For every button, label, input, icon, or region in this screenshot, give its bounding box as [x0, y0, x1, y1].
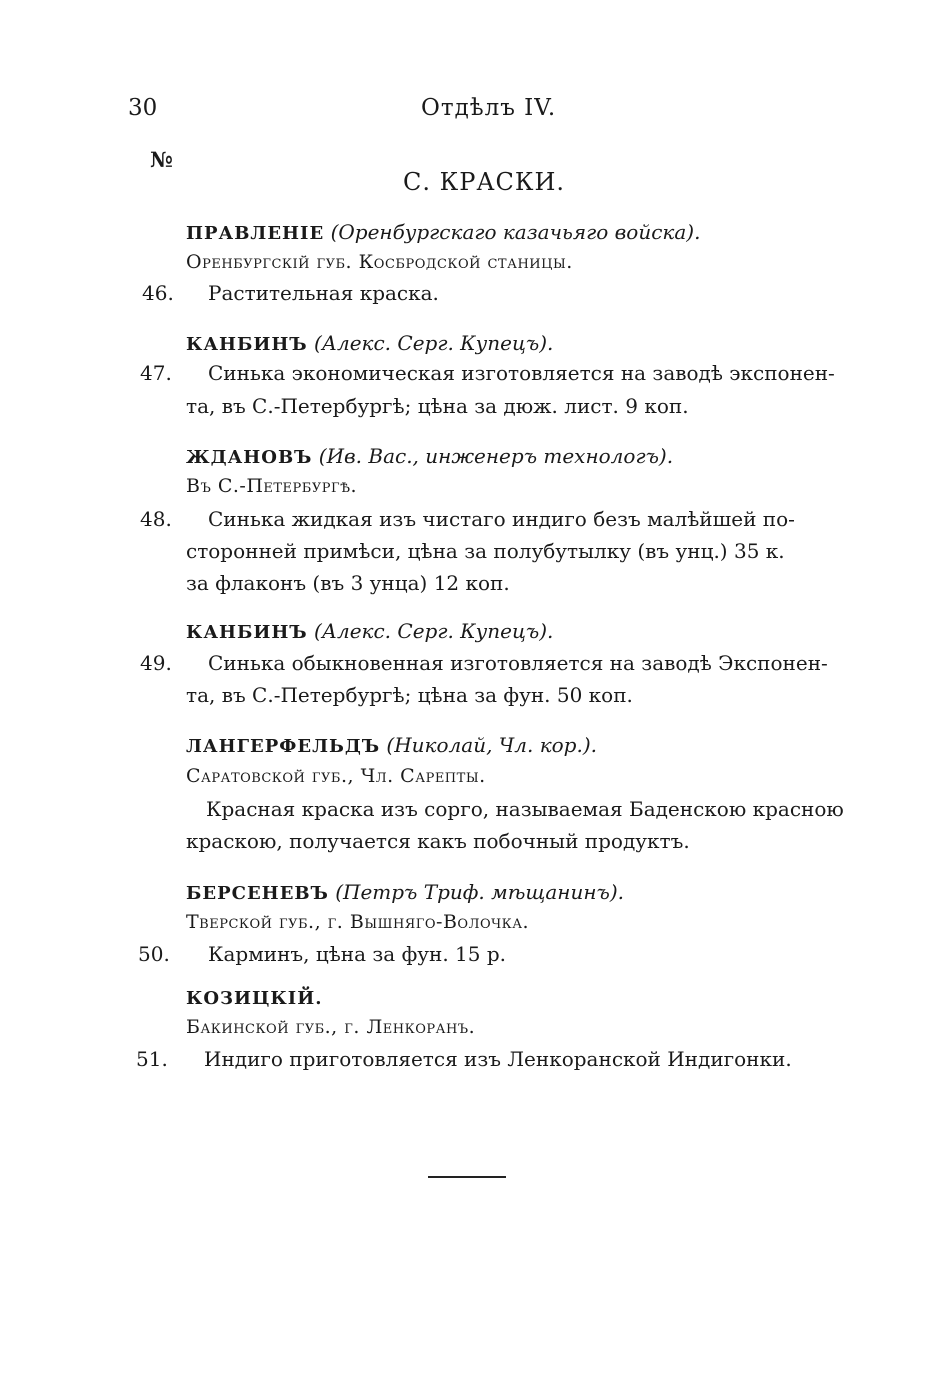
exhibitor-line [186, 880, 624, 904]
item-number: 46. [142, 281, 174, 305]
item-text: та, въ С.-Петербургѣ; цѣна за фун. 50 коп. [186, 683, 633, 707]
exhibitor-note: (Алекс. Серг. Купецъ). [314, 619, 554, 643]
item-text: Карминъ, цѣна за фун. 15 р. [208, 942, 507, 966]
number-sign: № [150, 147, 173, 172]
location: Оренбургскій губ. Косбродской станицы. [186, 251, 573, 273]
location: Тверской губ., г. Вышняго-Волочка. [186, 911, 530, 933]
exhibitor-name: ЖДАНОВЪ [186, 447, 313, 468]
item-text: Индиго приготовляется изъ Ленкоранской Индигонки. [204, 1047, 792, 1071]
item-text: Синька обыкновенная изготовляется на заводѣ Экспонен- [208, 651, 828, 675]
item-number: 51. [136, 1047, 168, 1071]
exhibitor-name: БЕРСЕНЕВЪ [186, 883, 329, 904]
item-text: Синька жидкая изъ чистаго индиго безъ малѣйшей по- [208, 507, 795, 531]
exhibitor-note: (Петръ Триф. мѣщанинъ). [335, 880, 625, 904]
exhibitor-line [186, 444, 673, 468]
location: Бакинской губ., г. Ленкоранъ. [186, 1016, 476, 1038]
location: Въ С.-Петербургѣ. [186, 475, 358, 497]
exhibitor-note: (Оренбургскаго казачьяго войска). [330, 220, 701, 244]
exhibitor-line [186, 733, 597, 757]
exhibitor-line [186, 985, 323, 1009]
exhibitor-line [186, 331, 553, 355]
exhibitor-line [186, 619, 553, 643]
exhibitor-name: КОЗИЦКІЙ. [186, 988, 323, 1009]
location: Саратовской губ., Чл. Сарепты. [186, 765, 486, 787]
item-text: Растительная краска. [208, 281, 439, 305]
exhibitor-name: КАНБИНЪ [186, 334, 308, 355]
page-number: 30 [128, 95, 158, 121]
item-text: сторонней примѣси, цѣна за полубутылку (въ унц.) 35 к. [186, 539, 785, 563]
exhibitor-name: КАНБИНЪ [186, 622, 308, 643]
exhibitor-name: ПРАВЛЕНІЕ [186, 223, 325, 244]
exhibitor-note: (Николай, Чл. кор.). [386, 733, 597, 757]
item-number: 50. [138, 942, 170, 966]
item-text: Красная краска изъ сорго, называемая Баденскою красною [206, 797, 844, 821]
item-text: Синька экономическая изготовляется на заводѣ экспонен- [208, 361, 835, 385]
end-rule [428, 1176, 506, 1178]
item-text: краскою, получается какъ побочный продуктъ. [186, 829, 690, 853]
item-number: 48. [140, 507, 172, 531]
item-number: 49. [140, 651, 172, 675]
item-number: 47. [140, 361, 172, 385]
section-title: Отдѣлъ IV. [421, 95, 557, 121]
item-text: та, въ С.-Петербургѣ; цѣна за дюж. лист. 9 коп. [186, 394, 689, 418]
exhibitor-note: (Ив. Вас., инженеръ технологъ). [318, 444, 674, 468]
exhibitor-note: (Алекс. Серг. Купецъ). [314, 331, 554, 355]
exhibitor-name: ЛАНГЕРФЕЛЬДЪ [186, 736, 381, 757]
page-heading: С. КРАСКИ. [403, 168, 566, 196]
exhibitor-line [186, 220, 700, 244]
item-text: за флаконъ (въ 3 унца) 12 коп. [186, 571, 510, 595]
